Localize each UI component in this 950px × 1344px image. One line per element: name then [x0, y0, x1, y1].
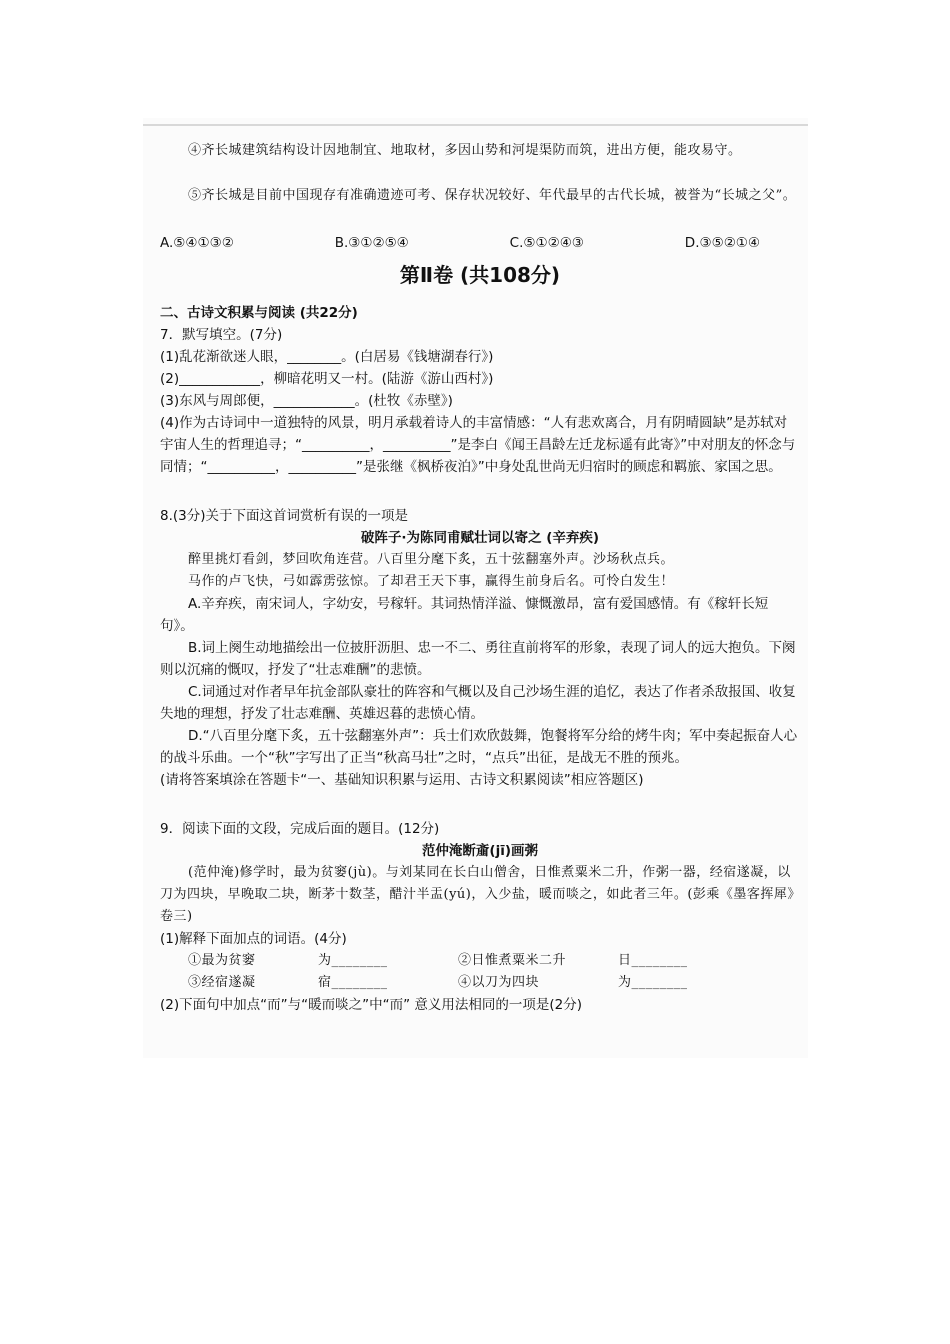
q9-word-1-answer[interactable]: 为________: [318, 953, 388, 968]
section-2-heading: 二、古诗文积累与阅读 (共22分): [160, 305, 358, 321]
q9-head: 9．阅读下面的文段，完成后面的题目。(12分): [160, 821, 440, 837]
page-top-border: [143, 124, 808, 126]
q9-word-4: ④以刀为四块: [458, 975, 540, 990]
q7-line-2: (2)____________，柳暗花明又一村。(陆游《游山西村》): [160, 371, 494, 387]
q9-text-title: 范仲淹断齑(jī)画粥: [421, 843, 539, 859]
q9-passage: (范仲淹)修学时，最为贫窭(jù)。与刘某同在长白山僧舍，日惟煮粟米二升，作粥一器，经宿遂凝，以刀为四块，早晚取二块，断茅十数茎，醋汁半盂(yú)，入少盐，暖而啖之，如此者三年。(彭乘《墨客挥犀》卷三): [160, 865, 795, 924]
q9-word-1: ①最为贫窭: [188, 953, 256, 968]
q9-sub-1: (1)解释下面加点的词语。(4分): [160, 931, 347, 947]
q9-words-row-1: [160, 950, 800, 972]
q9-word-2: ②日惟煮粟米二升: [458, 953, 567, 968]
q8-option-b[interactable]: B.词上阕生动地描绘出一位披肝沥胆、忠一不二、勇往直前将军的形象，表现了词人的远大抱负。下阕则以沉痛的慨叹，抒发了“壮志难酬”的悲愤。: [160, 640, 796, 678]
q9: [160, 818, 800, 1016]
q8-option-a[interactable]: A.辛弃疾，南宋词人，字幼安，号稼轩。其词热情洋溢、慷慨激昂，富有爱国感情。有《稼轩长短句》。: [160, 596, 769, 634]
q7-head: 7．默写填空。(7分): [160, 327, 283, 343]
q8-option-c[interactable]: C.词通过对作者早年抗金部队豪壮的阵容和气概以及自己沙场生涯的追忆，表达了作者杀敌报国、收复失地的理想，抒发了壮志难酬、英雄迟暮的悲愤心情。: [160, 684, 796, 722]
q6-choice-d[interactable]: D.③⑤②①④: [684, 235, 760, 251]
q7-line-4: (4)作为古诗词中一道独特的风景，明月承载着诗人的丰富情感：“人有悲欢离合，月有阴晴圆缺”是苏轼对宇宙人生的哲理追寻；“__________，__________”是李白《闻王昌龄左迁龙标遥有此寄》”中对朋友的怀念与同情；“__________，__________”是张继《枫桥夜泊》”中身处乱世尚无归宿时的顾虑和羁旅、家国之思。: [160, 415, 796, 475]
q8-note: (请将答案填涂在答题卡“一、基础知识积累与运用、古诗文积累阅读”相应答题区): [160, 772, 644, 788]
section-2-header: [160, 264, 800, 286]
q7-line-3: (3)东风与周郎便，____________。(杜牧《赤壁》): [160, 393, 453, 409]
q8-option-d[interactable]: D.“八百里分麾下炙，五十弦翻塞外声”：兵士们欢欣鼓舞，饱餐将军分给的烤牛肉；军中奏起振奋人心的战斗乐曲。一个“秋”字写出了正当“秋高马壮”之时，“点兵”出征，是战无不胜的预兆。: [160, 728, 798, 766]
section-2-title: 第Ⅱ卷 (共108分): [399, 263, 561, 287]
q8: [160, 505, 800, 791]
q6-item-5: [160, 185, 800, 207]
q8-poem-title: 破阵子·为陈同甫赋壮词以寄之 (辛弃疾): [360, 530, 600, 546]
q6-item-4-text: ④齐长城建筑结构设计因地制宜、地取材，多因山势和河堤渠防而筑，进出方便，能攻易守。: [188, 143, 742, 158]
q9-word-3: ③经宿遂凝: [188, 975, 256, 990]
q6-item-4: [160, 140, 800, 162]
q6-choice-a[interactable]: A.⑤④①③②: [160, 235, 234, 251]
q9-words-row-2: [160, 972, 800, 994]
q7: [160, 324, 800, 478]
q7-line-1: (1)乱花渐欲迷人眼，________。(白居易《钱塘湖春行》): [160, 349, 494, 365]
q6-choices: [160, 232, 800, 254]
q9-sub-2: (2)下面句中加点“而”与“暖而啖之”中“而” 意义用法相同的一项是(2分): [160, 997, 582, 1013]
q8-head: 8.(3分)关于下面这首词赏析有误的一项是: [160, 508, 409, 524]
q9-word-4-answer[interactable]: 为________: [618, 975, 688, 990]
q8-poem-line-2: 马作的卢飞快，弓如霹雳弦惊。了却君王天下事，赢得生前身后名。可怜白发生！: [188, 574, 675, 589]
q6-item-5-text: ⑤齐长城是目前中国现存有准确遗迹可考、保存状况较好、年代最早的古代长城，被誉为“长城之父”。: [188, 188, 797, 203]
q9-word-2-answer[interactable]: 日________: [618, 953, 688, 968]
q6-choice-c[interactable]: C.⑤①②④③: [509, 235, 584, 251]
q6-choice-b[interactable]: B.③①②⑤④: [334, 235, 409, 251]
q9-word-3-answer[interactable]: 宿________: [318, 975, 388, 990]
q8-poem-line-1: 醉里挑灯看剑，梦回吹角连营。八百里分麾下炙，五十弦翻塞外声。沙场秋点兵。: [188, 552, 675, 567]
